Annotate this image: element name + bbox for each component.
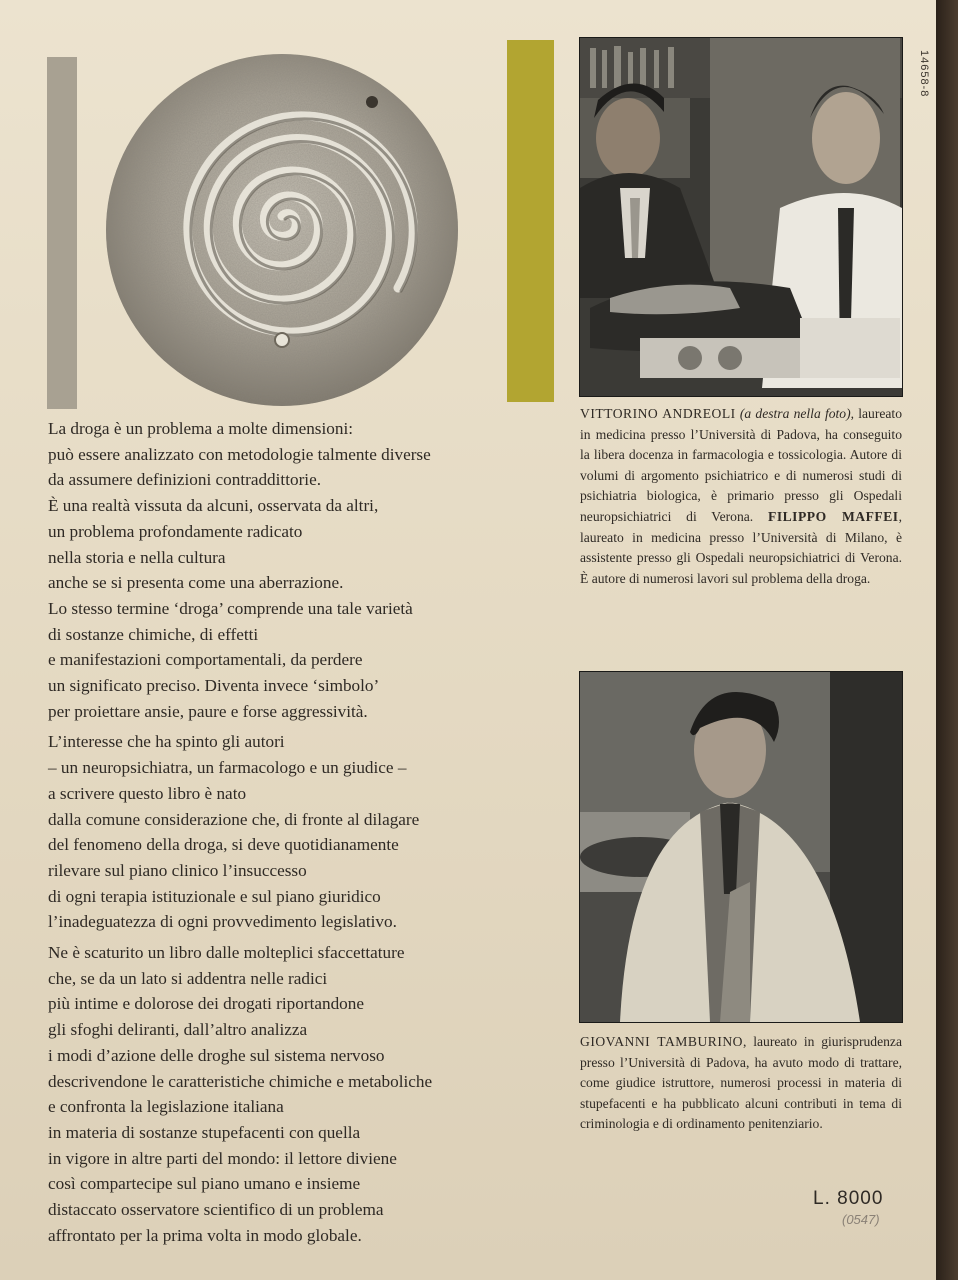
bio-andreoli: , laureato in medicina presso l’Università di Padova, ha conseguito la libera docenza in farmacologia e tossicologia. Autore di volumi di argomento psichiatrico e di numerosi studi di psichiatria biologica, è primario presso gli Ospedali neuropsichiatrici di Verona. xyxy=(580,406,902,524)
text-line: in vigore in altre parti del mondo: il lettore diviene xyxy=(48,1148,397,1168)
judge-bio xyxy=(580,1032,902,1135)
text-line: i modi d’azione delle droghe sul sistema nervoso xyxy=(48,1045,385,1065)
olive-color-bar xyxy=(507,40,554,402)
text-line: e confronta la legislazione italiana xyxy=(48,1097,284,1117)
text-line: così compartecipe sul piano umano e insieme xyxy=(48,1174,361,1194)
text-line: La droga è un problema a molte dimensioni: xyxy=(48,419,353,438)
author-name-andreoli: VITTORINO ANDREOLI xyxy=(580,406,736,421)
text-line: dalla comune considerazione che, di fronte al dilagare xyxy=(48,809,420,829)
price-label: L. 8000 xyxy=(813,1188,884,1209)
text-line: l’inadeguatezza di ogni provvedimento legislativo. xyxy=(48,912,397,932)
paragraph-1 xyxy=(48,416,563,724)
bio-maffei: , laureato in medicina presso l’Università di Milano, è assistente presso gli Ospedali neuropsichiatrici di Verona. È autore di numerosi lavori sul problema della droga. xyxy=(580,508,902,586)
text-line: affrontato per la prima volta in modo globale. xyxy=(48,1225,362,1245)
paragraph-3 xyxy=(48,940,563,1248)
text-line: in materia di sostanze stupefacenti con quella xyxy=(48,1122,361,1142)
text-line: Lo stesso termine ‘droga’ comprende una tale varietà xyxy=(48,598,413,618)
judge-photo xyxy=(579,671,903,1023)
author-name-tamburino: GIOVANNI TAMBURINO xyxy=(580,1034,744,1049)
book-spine-edge xyxy=(936,0,958,1280)
authors-photo xyxy=(579,37,903,397)
text-line: anche se si presenta come una aberrazione. xyxy=(48,573,344,593)
text-line: del fenomeno della droga, si deve quotidianamente xyxy=(48,835,399,855)
text-line: gli sfoghi deliranti, dall’altro analizza xyxy=(48,1020,308,1040)
text-line: può essere analizzato con metodologie talmente diverse xyxy=(48,444,431,464)
paragraph-2 xyxy=(48,729,563,935)
gray-color-bar xyxy=(47,57,77,409)
price-code: (0547) xyxy=(842,1212,880,1227)
text-line: un problema profondamente radicato xyxy=(48,521,303,541)
author-name-maffei: FILIPPO MAFFEI xyxy=(768,508,899,524)
authors-bio xyxy=(580,404,902,589)
text-line: a scrivere questo libro è nato xyxy=(48,783,247,803)
text-line: rilevare sul piano clinico l’insuccesso xyxy=(48,860,307,880)
photo-caption: (a destra nella foto) xyxy=(739,406,851,421)
text-line: che, se da un lato si addentra nelle radici xyxy=(48,968,328,988)
bio-tamburino: , laureato in giurisprudenza presso l’Università di Padova, ha avuto modo di trattare, come giudice istruttore, numerosi processi in materia di stupefacenti e ha pubblicato alcuni contributi in tema di criminologia e di ordinamento penitenziario. xyxy=(580,1034,902,1132)
isbn-code: 14658-8 xyxy=(918,50,930,98)
text-line: di ogni terapia istituzionale e sul piano giuridico xyxy=(48,886,381,906)
description-text xyxy=(48,416,563,1254)
text-line: per proiettare ansie, paure e forse aggressività. xyxy=(48,701,368,721)
text-line: descrivendone le caratteristiche chimiche e metaboliche xyxy=(48,1071,433,1091)
text-line: È una realtà vissuta da alcuni, osservata da altri, xyxy=(48,496,379,516)
text-line: nella storia e nella cultura xyxy=(48,547,226,567)
spiral-stone-image xyxy=(104,48,460,408)
text-line: da assumere definizioni contraddittorie. xyxy=(48,470,321,490)
text-line: Ne è scaturito un libro dalle molteplici sfaccettature xyxy=(48,943,405,963)
text-line: un significato preciso. Diventa invece ‘simbolo’ xyxy=(48,676,380,696)
text-line: – un neuropsichiatra, un farmacologo e un giudice – xyxy=(48,758,407,778)
text-line: L’interesse che ha spinto gli autori xyxy=(48,732,285,752)
text-line: e manifestazioni comportamentali, da perdere xyxy=(48,650,363,670)
text-line: più intime e dolorose dei drogati riportandone xyxy=(48,994,364,1014)
text-line: distaccato osservatore scientifico di un problema xyxy=(48,1200,384,1220)
text-line: di sostanze chimiche, di effetti xyxy=(48,624,259,644)
